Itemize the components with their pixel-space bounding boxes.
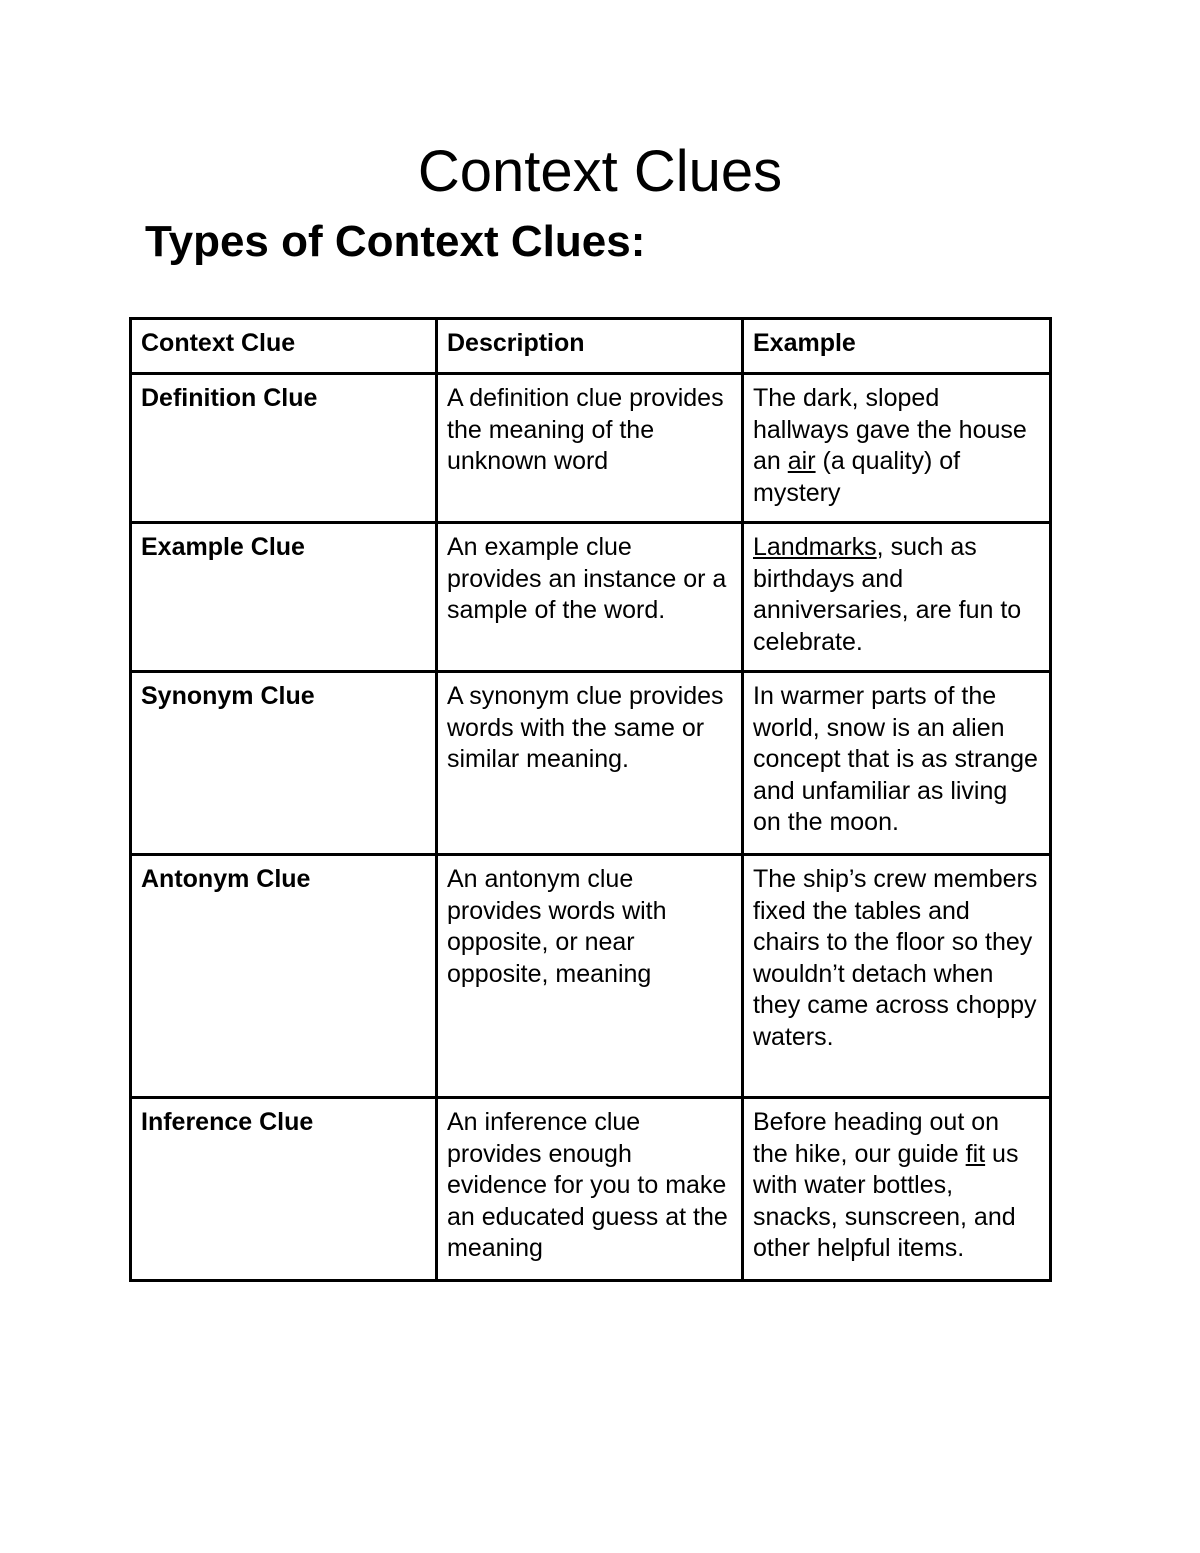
table-row: [131, 1098, 1051, 1281]
underlined-word: air: [787, 447, 816, 475]
table-row: [131, 523, 1051, 672]
table-row: [131, 374, 1051, 523]
table-row: [131, 672, 1051, 855]
section-heading: Types of Context Clues:: [145, 217, 646, 266]
clue-description: An antonym clue provides words with opposite, or near opposite, meaning: [437, 855, 743, 1098]
header-context-clue: Context Clue: [131, 319, 437, 374]
clue-example: [743, 523, 1051, 672]
clue-description: A definition clue provides the meaning of the unknown word: [437, 374, 743, 523]
clue-description: A synonym clue provides words with the same or similar meaning.: [437, 672, 743, 855]
clue-name: Example Clue: [131, 523, 437, 672]
clue-name: Synonym Clue: [131, 672, 437, 855]
clue-example: [743, 1098, 1051, 1281]
example-text: Before heading out on the hike, our guide: [753, 1108, 1000, 1168]
clue-description: An inference clue provides enough evidence for you to make an educated guess at the meaning: [437, 1098, 743, 1281]
header-description: Description: [437, 319, 743, 374]
clue-name: Definition Clue: [131, 374, 437, 523]
page-title: Context Clues: [417, 139, 783, 204]
example-text: us with water bottles, snacks, sunscreen, and other helpful items.: [753, 1139, 1019, 1262]
example-text: The dark, sloped hallways gave the house an: [753, 384, 1027, 475]
example-text: The ship’s crew members fixed the tables and chairs to the floor so they wouldn’t detach when they came across choppy waters.: [753, 865, 1038, 1051]
clue-name: Antonym Clue: [131, 855, 437, 1098]
clue-example: [743, 672, 1051, 855]
table-row: [131, 855, 1051, 1098]
clue-name: Inference Clue: [131, 1098, 437, 1281]
table-header-row: [131, 319, 1051, 374]
clue-example: [743, 855, 1051, 1098]
underlined-word: fit: [965, 1139, 986, 1168]
context-clues-table: [129, 317, 1052, 1282]
underlined-word: Landmarks: [753, 533, 877, 561]
example-text: (a quality) of mystery: [753, 447, 961, 507]
clue-description: An example clue provides an instance or a sample of the word.: [437, 523, 743, 672]
example-text: , such as birthdays and anniversaries, are fun to celebrate.: [753, 533, 1022, 656]
header-example: Example: [743, 319, 1051, 374]
example-text: In warmer parts of the world, snow is an alien concept that is as strange and unfamiliar as living on the moon.: [753, 682, 1038, 836]
clue-example: [743, 374, 1051, 523]
